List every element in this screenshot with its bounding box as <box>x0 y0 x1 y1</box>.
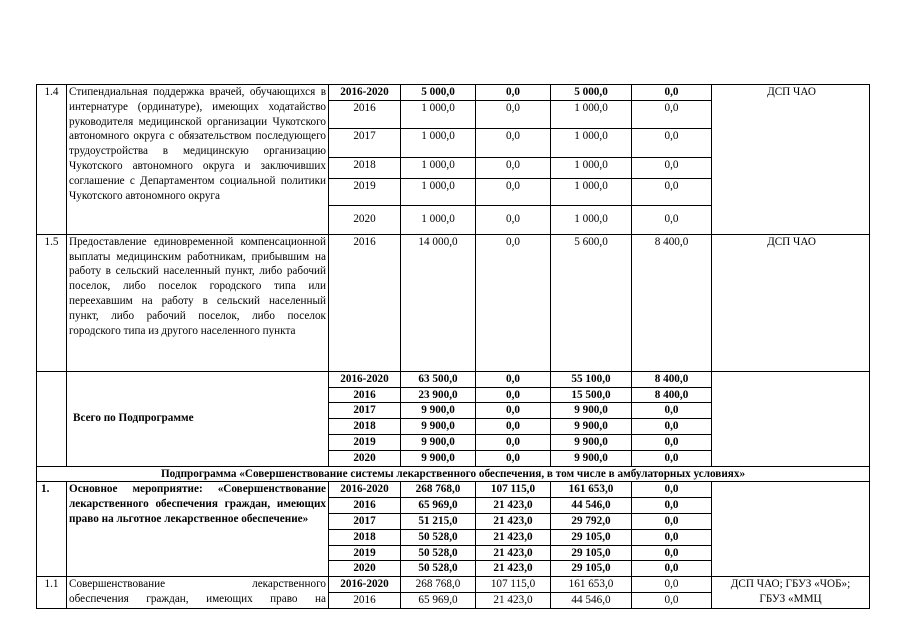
total-cell: 1 000,0 <box>401 100 476 128</box>
federal-cell: 0,0 <box>476 178 551 205</box>
total-cell: 23 900,0 <box>401 387 476 403</box>
regional-cell: 9 900,0 <box>551 419 632 435</box>
year-cell: 2018 <box>329 529 401 545</box>
total-cell: 9 900,0 <box>401 434 476 450</box>
year-cell: 2016 <box>329 387 401 403</box>
row-number: 1.1 <box>37 577 67 609</box>
regional-cell: 161 653,0 <box>551 577 632 593</box>
year-cell: 2017 <box>329 513 401 529</box>
federal-cell: 0,0 <box>476 371 551 387</box>
other-cell: 0,0 <box>632 403 712 419</box>
year-cell: 2016-2020 <box>329 482 401 498</box>
regional-cell: 55 100,0 <box>551 371 632 387</box>
other-cell: 0,0 <box>632 434 712 450</box>
row-number: 1.5 <box>37 234 67 371</box>
other-cell: 8 400,0 <box>632 387 712 403</box>
regional-cell: 1 000,0 <box>551 178 632 205</box>
year-cell: 2020 <box>329 205 401 234</box>
federal-cell: 21 423,0 <box>476 513 551 529</box>
total-cell: 1 000,0 <box>401 178 476 205</box>
total-cell: 268 768,0 <box>401 577 476 593</box>
federal-cell: 21 423,0 <box>476 498 551 514</box>
regional-cell: 29 105,0 <box>551 545 632 561</box>
executor <box>712 577 870 609</box>
total-cell: 1 000,0 <box>401 205 476 234</box>
year-cell: 2020 <box>329 561 401 577</box>
regional-cell: 9 900,0 <box>551 434 632 450</box>
other-cell: 0,0 <box>632 498 712 514</box>
table-row <box>37 482 870 498</box>
federal-cell: 107 115,0 <box>476 482 551 498</box>
total-cell: 9 900,0 <box>401 450 476 466</box>
other-cell: 0,0 <box>632 157 712 178</box>
regional-cell: 1 000,0 <box>551 128 632 157</box>
other-cell: 0,0 <box>632 561 712 577</box>
measure-description-line: Совершенствование лекарственного <box>69 578 326 591</box>
other-cell: 0,0 <box>632 482 712 498</box>
empty-cell <box>712 482 870 577</box>
empty-cell <box>37 371 67 466</box>
other-cell: 0,0 <box>632 419 712 435</box>
year-cell: 2016 <box>329 100 401 128</box>
funding-table <box>36 84 870 609</box>
total-cell: 1 000,0 <box>401 128 476 157</box>
year-cell: 2019 <box>329 434 401 450</box>
year-cell: 2016-2020 <box>329 371 401 387</box>
regional-cell: 1 000,0 <box>551 205 632 234</box>
federal-cell: 21 423,0 <box>476 545 551 561</box>
other-cell: 0,0 <box>632 513 712 529</box>
other-cell: 8 400,0 <box>632 371 712 387</box>
total-cell: 268 768,0 <box>401 482 476 498</box>
other-cell: 0,0 <box>632 529 712 545</box>
total-cell: 63 500,0 <box>401 371 476 387</box>
table-row <box>37 466 870 482</box>
year-cell: 2018 <box>329 157 401 178</box>
total-cell: 9 900,0 <box>401 419 476 435</box>
total-cell: 9 900,0 <box>401 403 476 419</box>
federal-cell: 21 423,0 <box>476 592 551 608</box>
executor: ДСП ЧАО <box>712 85 870 235</box>
row-number: 1.4 <box>37 85 67 235</box>
subprogram-total-label: Всего по Подпрограмме <box>67 371 329 466</box>
other-cell: 0,0 <box>632 205 712 234</box>
table-row <box>37 577 870 593</box>
regional-cell: 15 500,0 <box>551 387 632 403</box>
executor-line: ДСП ЧАО; ГБУЗ «ЧОБ»; <box>730 578 851 591</box>
measure-description: Стипендиальная поддержка врачей, обучающихся в интернатуре (ординатуре), имеющих ходатайство руководителя медицинской организации Чукотского автономного округа с обязательством последующего трудоустройства в медицинскую организацию Чукотского автономного округа и заключивших соглашение с Департаментом социальной политики Чукотского автономного округа <box>67 85 329 235</box>
total-cell: 65 969,0 <box>401 498 476 514</box>
executor-line: ГБУЗ «ММЦ <box>759 592 822 605</box>
total-cell: 50 528,0 <box>401 561 476 577</box>
subprogram-header: Подпрограмма «Совершенствование системы лекарственного обеспечения, в том числе в амбулаторных условиях» <box>37 466 870 482</box>
total-cell: 50 528,0 <box>401 545 476 561</box>
executor: ДСП ЧАО <box>712 234 870 371</box>
other-cell: 0,0 <box>632 592 712 608</box>
federal-cell: 21 423,0 <box>476 529 551 545</box>
federal-cell: 0,0 <box>476 100 551 128</box>
regional-cell: 5 000,0 <box>551 85 632 101</box>
other-cell: 8 400,0 <box>632 234 712 371</box>
other-cell: 0,0 <box>632 545 712 561</box>
year-cell: 2018 <box>329 419 401 435</box>
table-row <box>37 85 870 101</box>
federal-cell: 0,0 <box>476 450 551 466</box>
row-number: 1. <box>37 482 67 577</box>
federal-cell: 0,0 <box>476 434 551 450</box>
measure-description-line: обеспечения граждан, имеющих право на <box>69 592 326 605</box>
federal-cell: 107 115,0 <box>476 577 551 593</box>
regional-cell: 1 000,0 <box>551 157 632 178</box>
federal-cell: 0,0 <box>476 234 551 371</box>
year-cell: 2017 <box>329 128 401 157</box>
regional-cell: 29 792,0 <box>551 513 632 529</box>
year-cell: 2016 <box>329 592 401 608</box>
regional-cell: 161 653,0 <box>551 482 632 498</box>
regional-cell: 9 900,0 <box>551 403 632 419</box>
measure-description: Предоставление единовременной компенсационной выплаты медицинским работникам, прибывшим на работу в сельский населенный пункт, либо рабочий поселок, либо поселок городского типа или переехавшим на работу в сельский населенный пункт, либо рабочий поселок, либо поселок городского типа из другого населенного пункта <box>67 234 329 371</box>
federal-cell: 0,0 <box>476 157 551 178</box>
federal-cell: 0,0 <box>476 85 551 101</box>
total-cell: 50 528,0 <box>401 529 476 545</box>
total-cell: 51 215,0 <box>401 513 476 529</box>
year-cell: 2016-2020 <box>329 85 401 101</box>
year-cell: 2019 <box>329 545 401 561</box>
year-cell: 2016 <box>329 234 401 371</box>
other-cell: 0,0 <box>632 100 712 128</box>
table-row <box>37 234 870 371</box>
federal-cell: 0,0 <box>476 205 551 234</box>
other-cell: 0,0 <box>632 178 712 205</box>
federal-cell: 21 423,0 <box>476 561 551 577</box>
total-cell: 14 000,0 <box>401 234 476 371</box>
federal-cell: 0,0 <box>476 128 551 157</box>
regional-cell: 29 105,0 <box>551 561 632 577</box>
measure-description: Основное мероприятие: «Совершенствование лекарственного обеспечения граждан, имеющих право на льготное лекарственное обеспечение» <box>67 482 329 577</box>
federal-cell: 0,0 <box>476 387 551 403</box>
total-cell: 1 000,0 <box>401 157 476 178</box>
regional-cell: 1 000,0 <box>551 100 632 128</box>
federal-cell: 0,0 <box>476 403 551 419</box>
other-cell: 0,0 <box>632 128 712 157</box>
year-cell: 2017 <box>329 403 401 419</box>
federal-cell: 0,0 <box>476 419 551 435</box>
regional-cell: 5 600,0 <box>551 234 632 371</box>
regional-cell: 44 546,0 <box>551 592 632 608</box>
regional-cell: 29 105,0 <box>551 529 632 545</box>
year-cell: 2020 <box>329 450 401 466</box>
other-cell: 0,0 <box>632 450 712 466</box>
empty-cell <box>712 371 870 466</box>
year-cell: 2016-2020 <box>329 577 401 593</box>
year-cell: 2016 <box>329 498 401 514</box>
measure-description <box>67 577 329 609</box>
other-cell: 0,0 <box>632 85 712 101</box>
other-cell: 0,0 <box>632 577 712 593</box>
total-cell: 65 969,0 <box>401 592 476 608</box>
total-cell: 5 000,0 <box>401 85 476 101</box>
table-row <box>37 371 870 387</box>
regional-cell: 44 546,0 <box>551 498 632 514</box>
regional-cell: 9 900,0 <box>551 450 632 466</box>
year-cell: 2019 <box>329 178 401 205</box>
